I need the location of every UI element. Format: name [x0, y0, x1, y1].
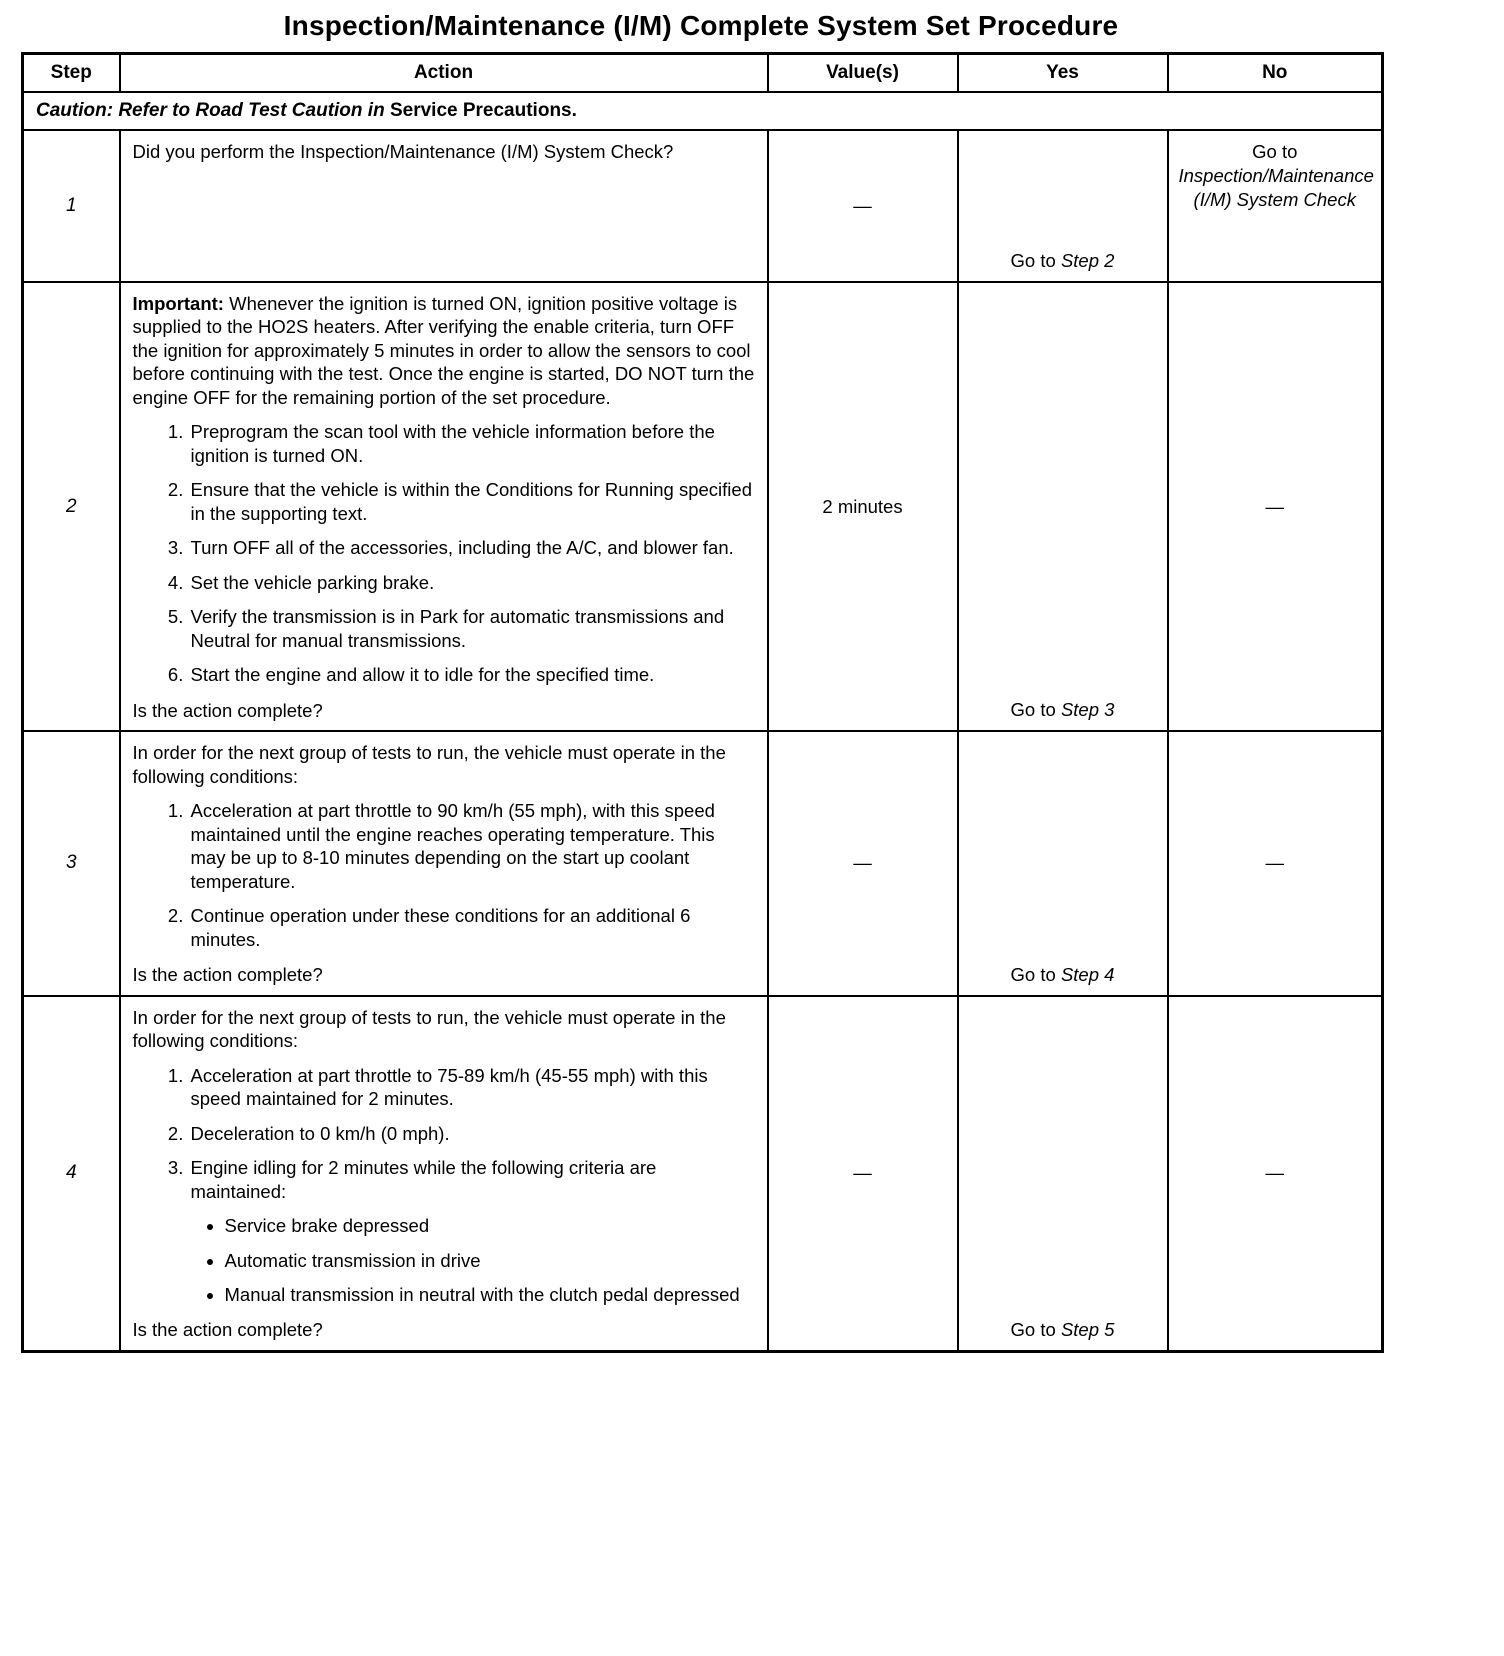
action-steps-list	[133, 420, 755, 686]
step-row-3	[23, 731, 1383, 995]
step-number: 1	[23, 130, 120, 282]
list-item: 6. Start the engine and allow it to idle for the specified time.	[189, 663, 755, 686]
action-steps-list	[133, 1064, 755, 1307]
value-cell: —	[768, 130, 958, 282]
list-item: 5. Verify the transmission is in Park for automatic transmissions and Neutral for manual transmissions.	[189, 605, 755, 652]
step-number: 4	[23, 996, 120, 1352]
header-row	[23, 54, 1383, 93]
action-question: Is the action complete?	[132, 699, 323, 721]
yes-goto-text: Go to	[1010, 963, 1061, 985]
action-cell	[120, 731, 768, 995]
list-item: 1. Acceleration at part throttle to 75-89 km/h (45-55 mph) with this speed maintained for 2 minutes.	[189, 1064, 755, 1111]
sublist-item: • Service brake depressed	[225, 1214, 755, 1237]
column-header-action: Action	[120, 54, 768, 93]
caution-cell	[23, 92, 1383, 130]
criteria-sublist	[191, 1214, 755, 1306]
action-text: Did you perform the Inspection/Maintenance (I/M) System Check?	[132, 141, 674, 162]
yes-goto-text: Go to	[1010, 250, 1061, 271]
action-question: Is the action complete?	[132, 964, 323, 986]
yes-goto-text: Go to	[1010, 699, 1061, 721]
step-number: 3	[23, 731, 120, 995]
page-title: Inspection/Maintenance (I/M) Complete System Set Procedure	[283, 10, 1119, 41]
yes-goto-text: Go to	[1010, 1318, 1061, 1340]
yes-goto-target: Step 2	[1060, 250, 1115, 271]
column-header-step: Step	[23, 54, 120, 93]
caution-row	[23, 92, 1383, 130]
action-cell	[120, 282, 768, 731]
yes-cell	[958, 282, 1168, 731]
list-item: 1. Preprogram the scan tool with the vehicle information before the ignition is turned ON.	[189, 420, 755, 467]
no-cell: —	[1168, 731, 1383, 995]
yes-goto-target: Step 5	[1060, 1318, 1115, 1340]
action-cell	[120, 130, 768, 282]
list-item	[189, 1156, 755, 1306]
procedure-table	[21, 52, 1384, 1353]
column-header-values: Value(s)	[768, 54, 958, 93]
no-goto-text: Go to	[1252, 141, 1298, 162]
caution-text-bold: Service Precautions.	[389, 100, 577, 121]
step-row-4	[23, 996, 1383, 1352]
sublist-item: • Automatic transmission in drive	[225, 1249, 755, 1272]
yes-cell	[958, 731, 1168, 995]
step-row-2	[23, 282, 1383, 731]
action-important-note	[133, 292, 755, 409]
list-item: 1. Acceleration at part throttle to 90 km/h (55 mph), with this speed maintained until the engine reaches operating temperature. This may be up to 8-10 minutes depending on the start up coolant temperature.	[189, 799, 755, 893]
yes-goto-target: Step 3	[1060, 699, 1115, 721]
value-cell: —	[768, 731, 958, 995]
step-row-1	[23, 130, 1383, 282]
important-text: Whenever the ignition is turned ON, ignition positive voltage is supplied to the HO2S heaters. After verifying the enable criteria, turn OFF the ignition for approximately 5 minutes in order to allow the sensors to cool before continuing with the test. Once the engine is started, DO NOT turn the engine OFF for the remaining portion of the set procedure.	[132, 293, 755, 408]
list-item-text: Engine idling for 2 minutes while the following criteria are maintained:	[190, 1157, 657, 1202]
list-item: 2. Ensure that the vehicle is within the Conditions for Running specified in the supporting text.	[189, 478, 755, 525]
action-text: In order for the next group of tests to run, the vehicle must operate in the following conditions:	[132, 742, 726, 787]
column-header-yes: Yes	[958, 54, 1168, 93]
list-item: 2. Continue operation under these conditions for an additional 6 minutes.	[189, 904, 755, 951]
sublist-item: • Manual transmission in neutral with the clutch pedal depressed	[225, 1283, 755, 1306]
action-text: In order for the next group of tests to run, the vehicle must operate in the following conditions:	[132, 1006, 726, 1052]
action-steps-list	[133, 799, 755, 951]
yes-goto-target: Step 4	[1060, 963, 1115, 985]
yes-cell	[958, 130, 1168, 282]
yes-cell	[958, 996, 1168, 1352]
step-number: 2	[23, 282, 120, 731]
no-cell: —	[1168, 996, 1383, 1352]
column-header-no: No	[1168, 54, 1383, 93]
important-label: Important:	[132, 293, 224, 314]
list-item: 3. Turn OFF all of the accessories, including the A/C, and blower fan.	[189, 536, 755, 559]
list-item: 2. Deceleration to 0 km/h (0 mph).	[189, 1122, 755, 1145]
value-cell: —	[768, 996, 958, 1352]
no-goto-target: Inspection/Maintenance (I/M) System Check	[1178, 165, 1374, 211]
list-item: 4. Set the vehicle parking brake.	[189, 571, 755, 594]
action-question: Is the action complete?	[132, 1319, 323, 1341]
no-cell	[1168, 130, 1383, 282]
action-cell	[120, 996, 768, 1352]
value-cell: 2 minutes	[768, 282, 958, 731]
no-cell: —	[1168, 282, 1383, 731]
caution-text-italic: Caution: Refer to Road Test Caution in	[36, 100, 385, 121]
